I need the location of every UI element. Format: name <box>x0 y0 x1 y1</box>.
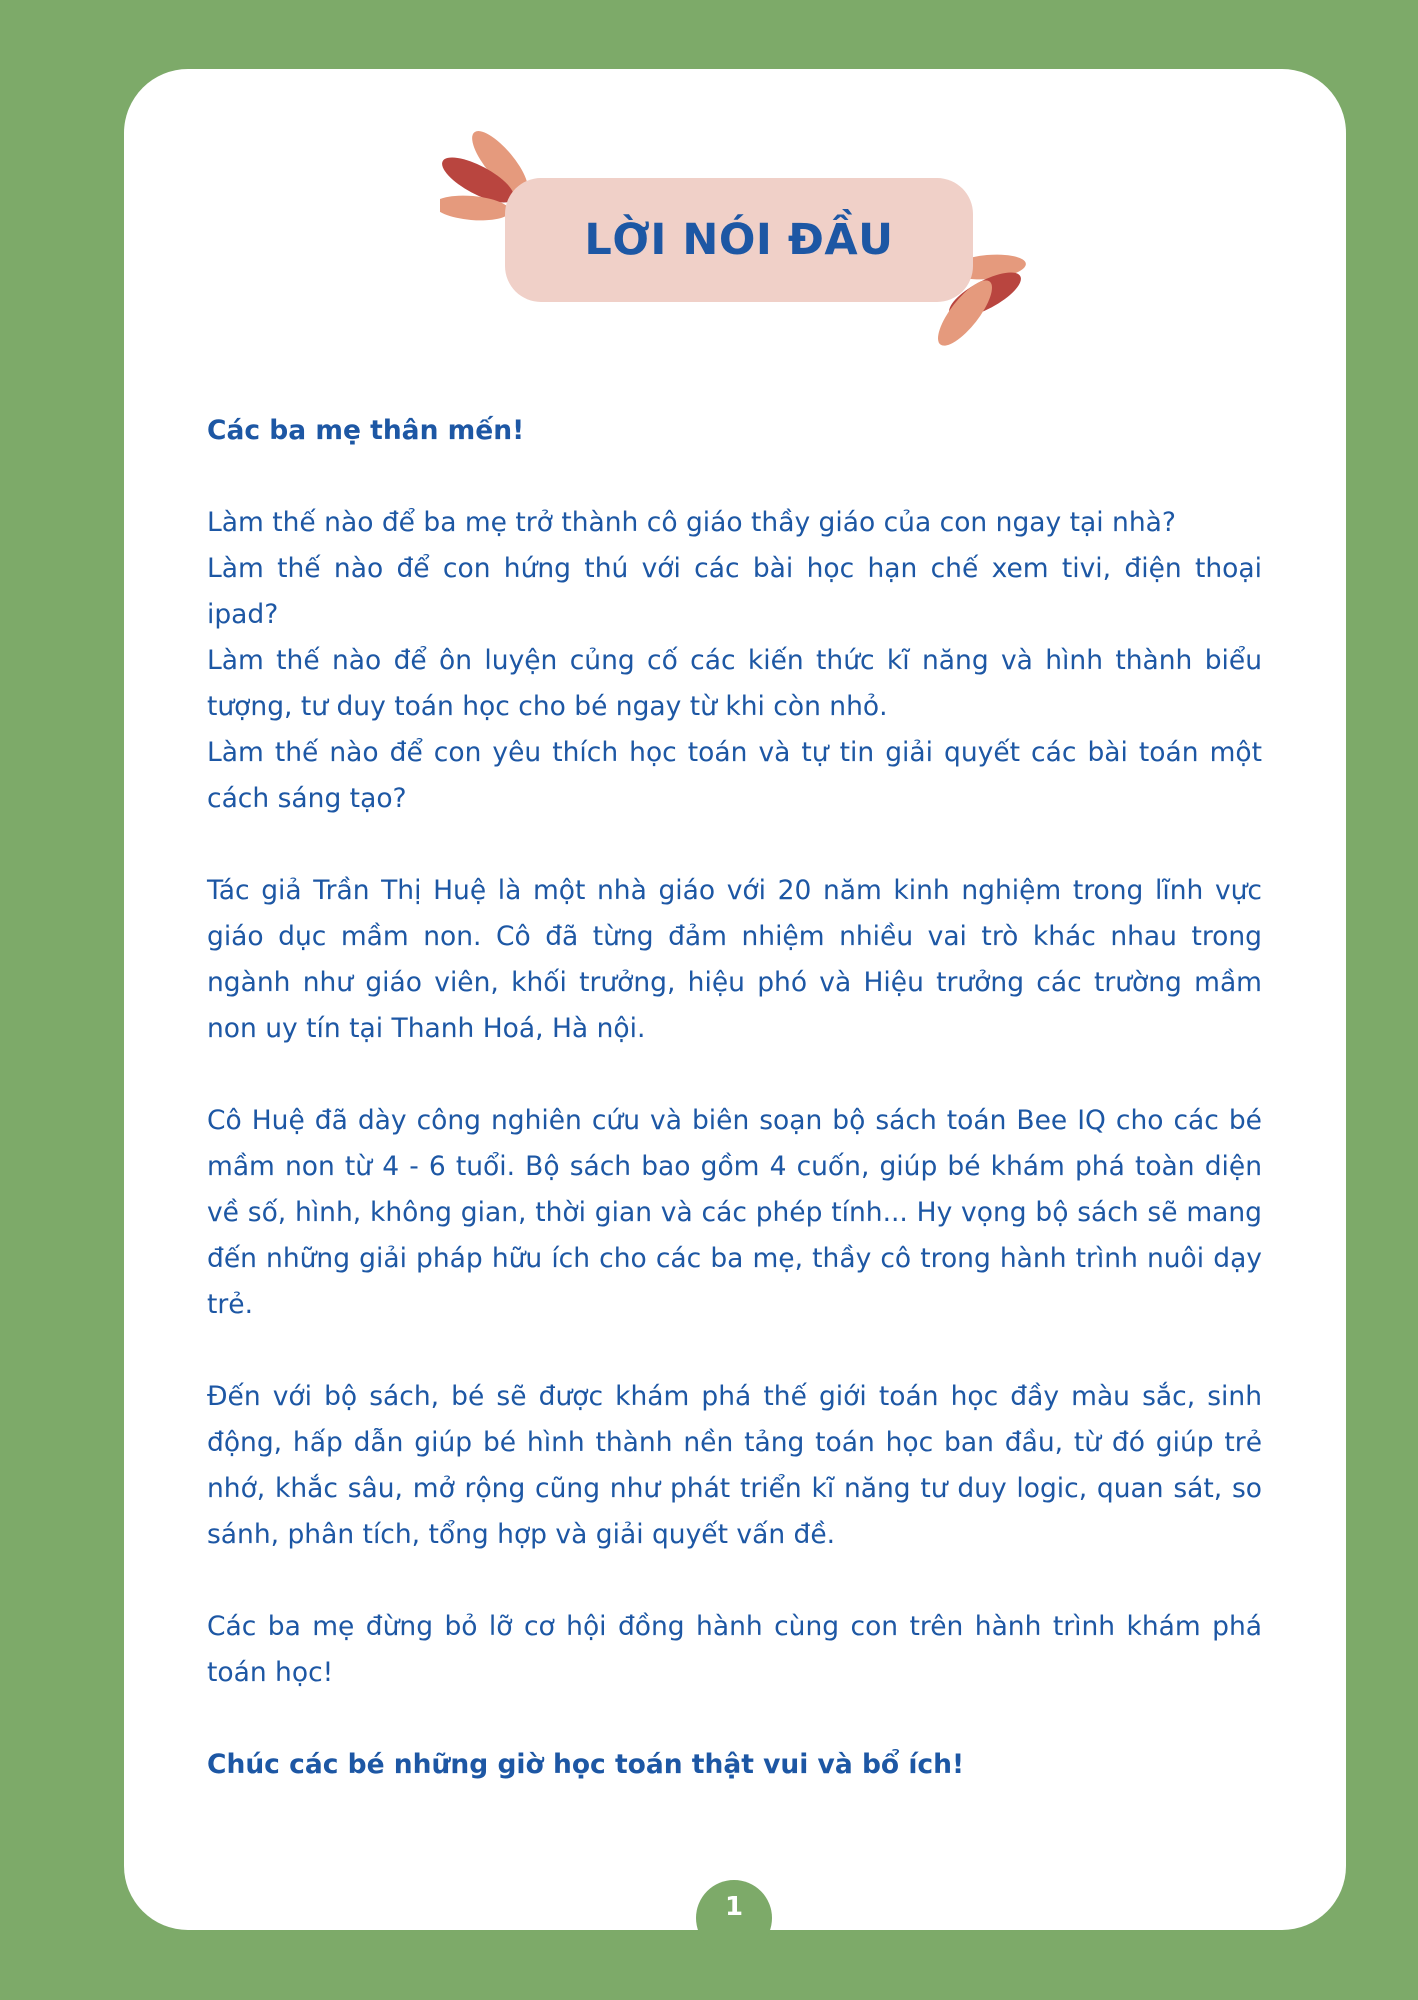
spacer <box>207 822 1262 868</box>
preface-content <box>207 408 1262 1788</box>
question-2: Làm thế nào để con hứng thú với các bài học hạn chế xem tivi, điện thoại ipad? <box>207 553 1262 630</box>
spacer <box>207 454 1262 500</box>
spacer <box>207 1696 1262 1742</box>
spacer <box>207 1052 1262 1098</box>
book-paragraph: Cô Huệ đã dày công nghiên cứu và biên soạn bộ sách toán Bee IQ cho các bé mầm non từ 4 - 6 tuổi. Bộ sách bao gồm 4 cuốn, giúp bé khám phá toàn diện về số, hình, không gian, thời gian và các phép tính... Hy vọng bộ sách sẽ mang đến những giải pháp hữu ích cho các ba mẹ, thầy cô trong hành trình nuôi dạy trẻ. <box>207 1105 1262 1320</box>
question-3: Làm thế nào để ôn luyện củng cố các kiến thức kĩ năng và hình thành biểu tượng, tư duy toán học cho bé ngay từ khi còn nhỏ. <box>207 645 1262 722</box>
page-title: LỜI NÓI ĐẦU <box>584 215 894 265</box>
spacer <box>207 1328 1262 1374</box>
greeting: Các ba mẹ thân mến! <box>207 415 525 446</box>
question-4: Làm thế nào để con yêu thích học toán và tự tin giải quyết các bài toán một cách sáng tạo? <box>207 737 1262 814</box>
question-1: Làm thế nào để ba mẹ trở thành cô giáo thầy giáo của con ngay tại nhà? <box>207 507 1176 538</box>
title-banner <box>505 178 973 302</box>
benefit-paragraph: Đến với bộ sách, bé sẽ được khám phá thế giới toán học đầy màu sắc, sinh động, hấp dẫn giúp bé hình thành nền tảng toán học ban đầu, từ đó giúp trẻ nhớ, khắc sâu, mở rộng cũng như phát triển kĩ năng tư duy logic, quan sát, so sánh, phân tích, tổng hợp và giải quyết vấn đề. <box>207 1381 1262 1550</box>
author-paragraph: Tác giả Trần Thị Huệ là một nhà giáo với 20 năm kinh nghiệm trong lĩnh vực giáo dục mầm non. Cô đã từng đảm nhiệm nhiều vai trò khác nhau trong ngành như giáo viên, khối trưởng, hiệu phó và Hiệu trưởng các trường mầm non uy tín tại Thanh Hoá, Hà nội. <box>207 875 1262 1044</box>
spacer <box>207 1558 1262 1604</box>
closing-wish: Chúc các bé những giờ học toán thật vui và bổ ích! <box>207 1749 965 1780</box>
invitation-paragraph: Các ba mẹ đừng bỏ lỡ cơ hội đồng hành cùng con trên hành trình khám phá toán học! <box>207 1611 1262 1688</box>
page-number: 1 <box>696 1880 772 1956</box>
